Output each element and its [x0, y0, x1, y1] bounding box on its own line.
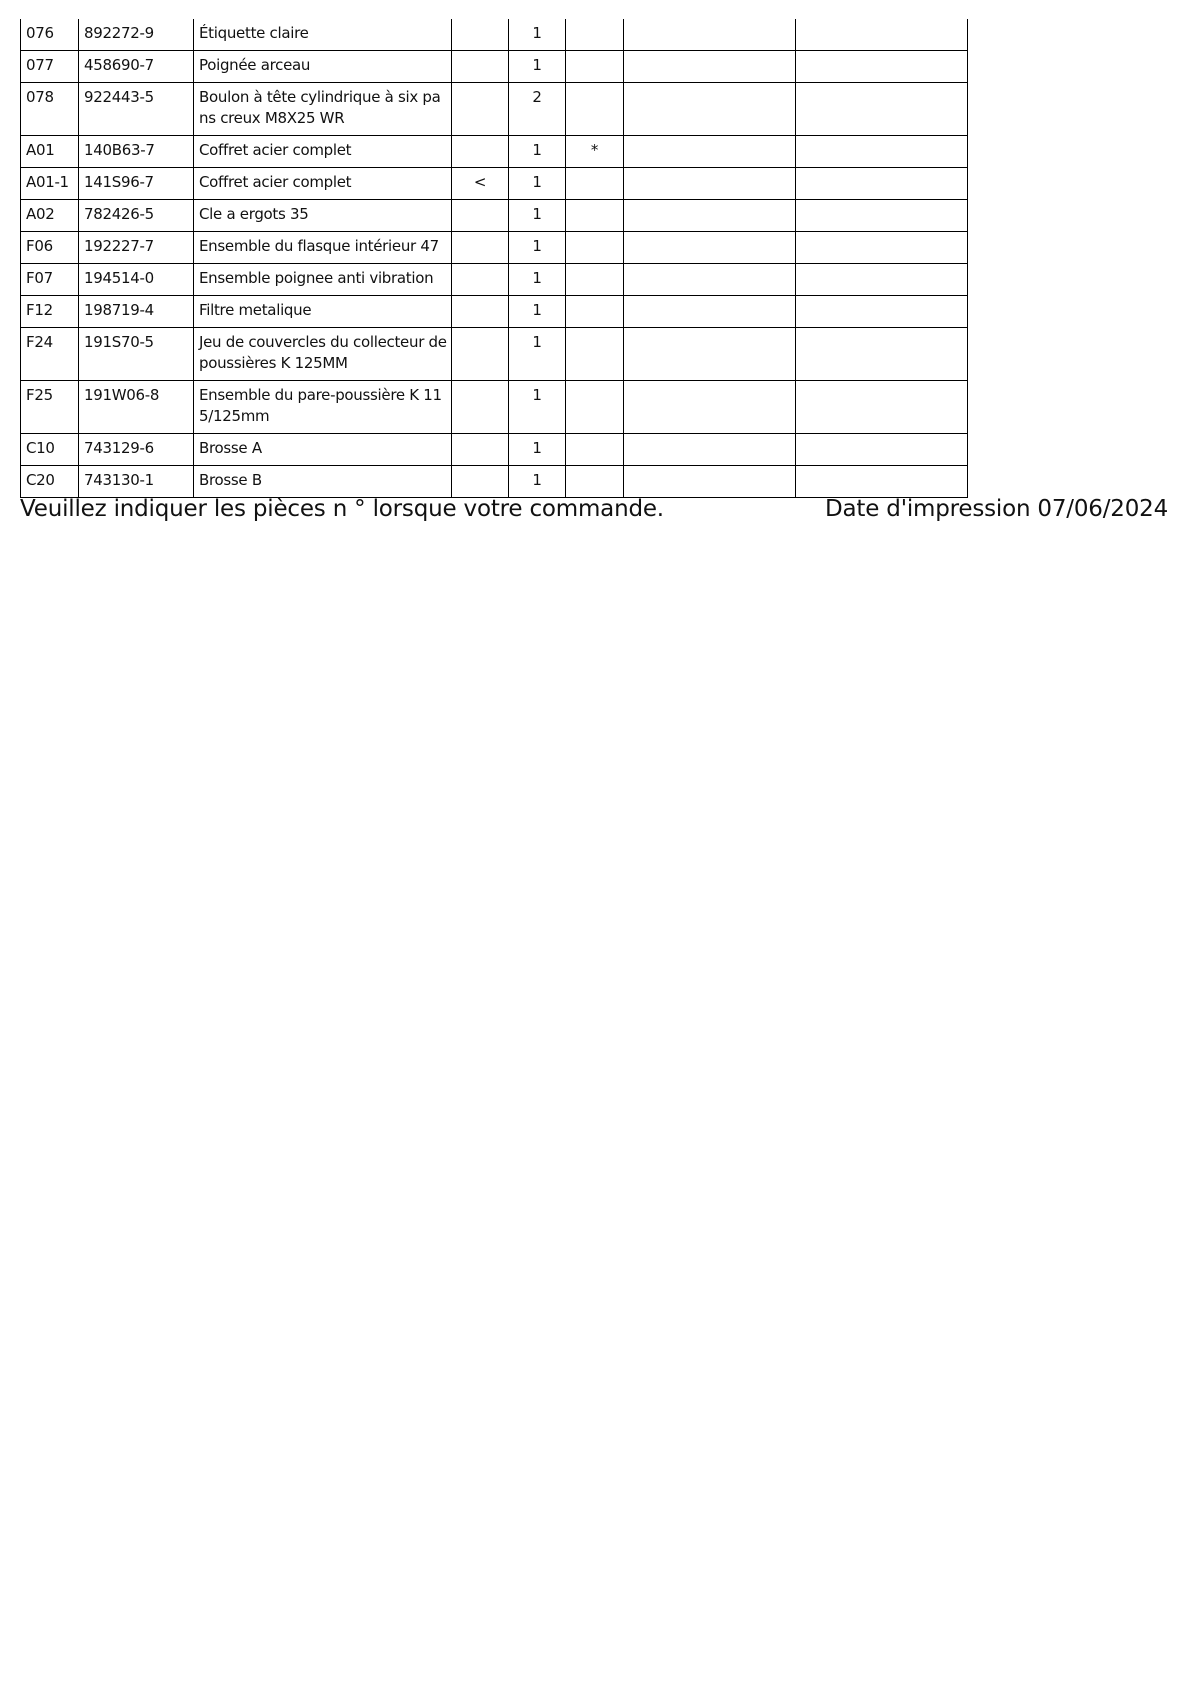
quantity-cell: 1 [509, 19, 566, 51]
mark-cell: < [452, 168, 509, 200]
quantity-cell: 1 [509, 200, 566, 232]
parts-table-body [21, 19, 968, 498]
part-description: Ensemble poignee anti vibration [194, 264, 452, 296]
quantity-cell: 1 [509, 168, 566, 200]
part-number: 743129-6 [79, 434, 194, 466]
note-cell: * [566, 136, 624, 168]
quantity-cell: 1 [509, 466, 566, 498]
blank-cell [796, 200, 968, 232]
quantity-cell: 1 [509, 51, 566, 83]
note-cell [566, 83, 624, 136]
item-number: F12 [21, 296, 79, 328]
part-number: 782426-5 [79, 200, 194, 232]
table-row [21, 83, 968, 136]
note-cell [566, 19, 624, 51]
table-row [21, 136, 968, 168]
item-number: 076 [21, 19, 79, 51]
part-number: 192227-7 [79, 232, 194, 264]
note-cell [566, 168, 624, 200]
note-cell [566, 264, 624, 296]
table-row [21, 328, 968, 381]
item-number: A01-1 [21, 168, 79, 200]
note-cell [566, 200, 624, 232]
item-number: F24 [21, 328, 79, 381]
item-number: C20 [21, 466, 79, 498]
part-number: 140B63-7 [79, 136, 194, 168]
part-description: Ensemble du flasque intérieur 47 [194, 232, 452, 264]
blank-cell [796, 296, 968, 328]
item-number: 078 [21, 83, 79, 136]
part-description: Jeu de couvercles du collecteur de poussières K 125MM [194, 328, 452, 381]
part-number: 198719-4 [79, 296, 194, 328]
table-row [21, 19, 968, 51]
table-row [21, 296, 968, 328]
part-description: Poignée arceau [194, 51, 452, 83]
blank-cell [624, 51, 796, 83]
mark-cell [452, 136, 509, 168]
part-number: 191S70-5 [79, 328, 194, 381]
note-cell [566, 434, 624, 466]
blank-cell [796, 136, 968, 168]
blank-cell [796, 232, 968, 264]
item-number: A01 [21, 136, 79, 168]
quantity-cell: 1 [509, 328, 566, 381]
part-number: 922443-5 [79, 83, 194, 136]
item-number: F25 [21, 381, 79, 434]
print-date: Date d'impression 07/06/2024 [825, 496, 1168, 522]
blank-cell [624, 232, 796, 264]
mark-cell [452, 466, 509, 498]
part-description: Filtre metalique [194, 296, 452, 328]
table-row [21, 264, 968, 296]
blank-cell [624, 328, 796, 381]
quantity-cell: 1 [509, 232, 566, 264]
order-instruction-note: Veuillez indiquer les pièces n ° lorsque votre commande. [20, 496, 664, 522]
item-number: 077 [21, 51, 79, 83]
blank-cell [624, 168, 796, 200]
note-cell [566, 381, 624, 434]
table-row [21, 466, 968, 498]
mark-cell [452, 264, 509, 296]
part-description: Boulon à tête cylindrique à six pans creux M8X25 WR [194, 83, 452, 136]
mark-cell [452, 232, 509, 264]
blank-cell [796, 168, 968, 200]
blank-cell [624, 264, 796, 296]
blank-cell [796, 83, 968, 136]
table-row [21, 381, 968, 434]
blank-cell [796, 51, 968, 83]
mark-cell [452, 51, 509, 83]
part-number: 743130-1 [79, 466, 194, 498]
part-description: Brosse A [194, 434, 452, 466]
blank-cell [624, 136, 796, 168]
table-row [21, 434, 968, 466]
item-number: A02 [21, 200, 79, 232]
blank-cell [624, 381, 796, 434]
note-cell [566, 296, 624, 328]
mark-cell [452, 328, 509, 381]
mark-cell [452, 19, 509, 51]
item-number: F07 [21, 264, 79, 296]
table-row [21, 200, 968, 232]
quantity-cell: 1 [509, 296, 566, 328]
blank-cell [796, 434, 968, 466]
note-cell [566, 232, 624, 264]
part-number: 458690-7 [79, 51, 194, 83]
mark-cell [452, 296, 509, 328]
table-row [21, 168, 968, 200]
blank-cell [624, 200, 796, 232]
blank-cell [796, 466, 968, 498]
blank-cell [624, 83, 796, 136]
part-description: Ensemble du pare-poussière K 115/125mm [194, 381, 452, 434]
item-number: F06 [21, 232, 79, 264]
blank-cell [796, 328, 968, 381]
blank-cell [624, 434, 796, 466]
part-description: Coffret acier complet [194, 136, 452, 168]
blank-cell [796, 381, 968, 434]
quantity-cell: 1 [509, 381, 566, 434]
part-description: Coffret acier complet [194, 168, 452, 200]
part-description: Brosse B [194, 466, 452, 498]
part-number: 892272-9 [79, 19, 194, 51]
blank-cell [796, 264, 968, 296]
item-number: C10 [21, 434, 79, 466]
part-number: 194514-0 [79, 264, 194, 296]
part-description: Cle a ergots 35 [194, 200, 452, 232]
table-row [21, 232, 968, 264]
blank-cell [796, 19, 968, 51]
quantity-cell: 1 [509, 434, 566, 466]
part-description: Étiquette claire [194, 19, 452, 51]
table-row [21, 51, 968, 83]
blank-cell [624, 296, 796, 328]
note-cell [566, 466, 624, 498]
mark-cell [452, 381, 509, 434]
quantity-cell: 2 [509, 83, 566, 136]
mark-cell [452, 200, 509, 232]
quantity-cell: 1 [509, 264, 566, 296]
part-number: 141S96-7 [79, 168, 194, 200]
part-number: 191W06-8 [79, 381, 194, 434]
blank-cell [624, 466, 796, 498]
mark-cell [452, 83, 509, 136]
blank-cell [624, 19, 796, 51]
mark-cell [452, 434, 509, 466]
quantity-cell: 1 [509, 136, 566, 168]
note-cell [566, 328, 624, 381]
parts-table [20, 19, 968, 498]
note-cell [566, 51, 624, 83]
